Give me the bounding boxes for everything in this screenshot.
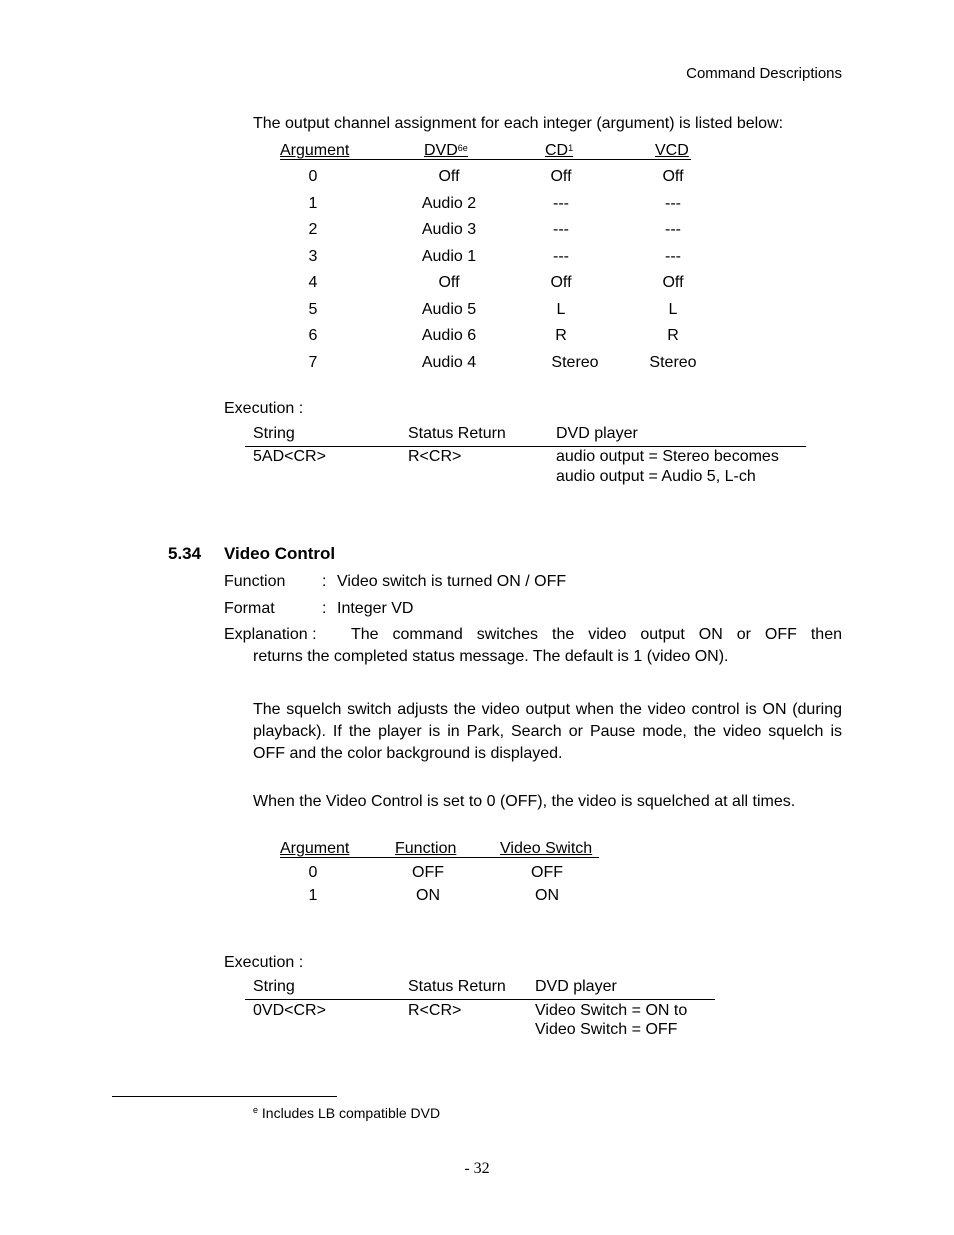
audio-row-dvd: Audio 2 — [421, 195, 477, 212]
explanation-line1: The command switches the video output ON or OFF then — [351, 626, 842, 643]
explanation-line2: returns the completed status message. The default is 1 (video ON). — [253, 648, 729, 665]
squelch-paragraph: The squelch switch adjusts the video output when the video control is ON (during playback). If the player is in Park, Search or Pause mode, the video squelch is OFF and the color background is displayed. — [253, 701, 842, 762]
audio-header-cd-label: CD — [545, 142, 569, 159]
audio-header-cd-sup: 1 — [568, 143, 574, 153]
audio-row-vcd: Off — [662, 168, 684, 185]
video-row-function: ON — [416, 887, 440, 904]
format-text: Integer VD — [337, 600, 414, 617]
footnote-text: Includes LB compatible DVD — [258, 1105, 441, 1121]
audio-header-vcd: VCD — [655, 142, 689, 159]
audio-row-vcd: --- — [665, 221, 681, 238]
audio-row-dvd: Audio 5 — [421, 301, 477, 318]
audio-exec-header-status: Status Return — [408, 425, 506, 442]
zero-paragraph: When the Video Control is set to 0 (OFF), the video is squelched at all times. — [253, 793, 796, 810]
audio-header-underline — [280, 159, 691, 160]
audio-exec-string: 5AD<CR> — [253, 448, 326, 465]
video-row-switch: OFF — [531, 864, 563, 881]
video-row-arg: 1 — [308, 887, 318, 904]
audio-row-vcd: R — [667, 327, 679, 344]
audio-row-dvd: Audio 3 — [421, 221, 477, 238]
video-header-argument: Argument — [280, 840, 350, 857]
function-label: Function — [224, 573, 286, 590]
video-row-switch: ON — [535, 887, 559, 904]
video-exec-header-player: DVD player — [535, 978, 617, 995]
audio-row-arg: 6 — [308, 327, 318, 344]
format-label: Format — [224, 600, 275, 617]
video-exec-string: 0VD<CR> — [253, 1002, 326, 1019]
audio-exec-status: R<CR> — [408, 448, 462, 465]
audio-row-cd: Stereo — [551, 354, 599, 371]
audio-header-argument: Argument — [280, 142, 350, 159]
audio-exec-player-line2: audio output = Audio 5, L-ch — [556, 468, 756, 485]
audio-row-vcd: Off — [662, 274, 684, 291]
video-exec-header-string: String — [253, 978, 295, 995]
video-header-underline — [280, 857, 599, 858]
audio-exec-header-player: DVD player — [556, 425, 638, 442]
footnote — [253, 1103, 440, 1123]
audio-exec-player-line1: audio output = Stereo becomes — [556, 448, 779, 465]
footnote-rule — [112, 1096, 337, 1097]
audio-header-dvd-label: DVD — [424, 142, 458, 159]
audio-row-arg: 3 — [308, 248, 318, 265]
function-text: Video switch is turned ON / OFF — [337, 573, 567, 590]
video-exec-header-status: Status Return — [408, 978, 506, 995]
function-colon: : — [322, 573, 327, 590]
running-header: Command Descriptions — [686, 65, 842, 82]
audio-header-dvd-sup: 6e — [457, 143, 468, 153]
audio-row-arg: 4 — [308, 274, 318, 291]
audio-row-dvd: Audio 4 — [421, 354, 477, 371]
audio-row-dvd: Off — [438, 168, 460, 185]
audio-execution-label: Execution : — [224, 400, 304, 417]
audio-row-vcd: --- — [665, 248, 681, 265]
audio-row-cd: --- — [553, 221, 569, 238]
video-header-function: Function — [395, 840, 457, 857]
audio-row-arg: 5 — [308, 301, 318, 318]
audio-row-dvd: Audio 1 — [421, 248, 477, 265]
page-number: - 32 — [464, 1160, 490, 1177]
audio-header-dvd — [424, 141, 468, 161]
audio-intro-text: The output channel assignment for each integer (argument) is listed below: — [253, 115, 784, 132]
video-exec-divider — [245, 999, 715, 1000]
audio-exec-header-string: String — [253, 425, 295, 442]
audio-row-arg: 2 — [308, 221, 318, 238]
audio-row-arg: 0 — [308, 168, 318, 185]
audio-row-vcd: L — [668, 301, 678, 318]
format-colon: : — [322, 600, 327, 617]
audio-row-arg: 1 — [308, 195, 318, 212]
explanation-label: Explanation : — [224, 626, 317, 643]
video-exec-player-line1: Video Switch = ON to — [535, 1002, 688, 1019]
audio-row-dvd: Audio 6 — [421, 327, 477, 344]
section-title: Video Control — [224, 544, 336, 563]
footnote-marker: e — [253, 1105, 259, 1115]
audio-row-vcd: Stereo — [649, 354, 697, 371]
video-row-function: OFF — [412, 864, 444, 881]
audio-row-cd: L — [556, 301, 566, 318]
video-exec-player-line2: Video Switch = OFF — [535, 1021, 678, 1038]
audio-header-cd — [545, 141, 573, 161]
audio-row-cd: --- — [553, 195, 569, 212]
audio-row-cd: R — [555, 327, 567, 344]
section-number: 5.34 — [168, 544, 202, 563]
video-execution-label: Execution : — [224, 954, 304, 971]
video-row-arg: 0 — [308, 864, 318, 881]
audio-row-cd: Off — [550, 274, 572, 291]
video-header-switch: Video Switch — [500, 840, 593, 857]
audio-row-cd: Off — [550, 168, 572, 185]
audio-row-arg: 7 — [308, 354, 318, 371]
audio-row-cd: --- — [553, 248, 569, 265]
audio-row-dvd: Off — [438, 274, 460, 291]
audio-row-vcd: --- — [665, 195, 681, 212]
video-exec-status: R<CR> — [408, 1002, 462, 1019]
